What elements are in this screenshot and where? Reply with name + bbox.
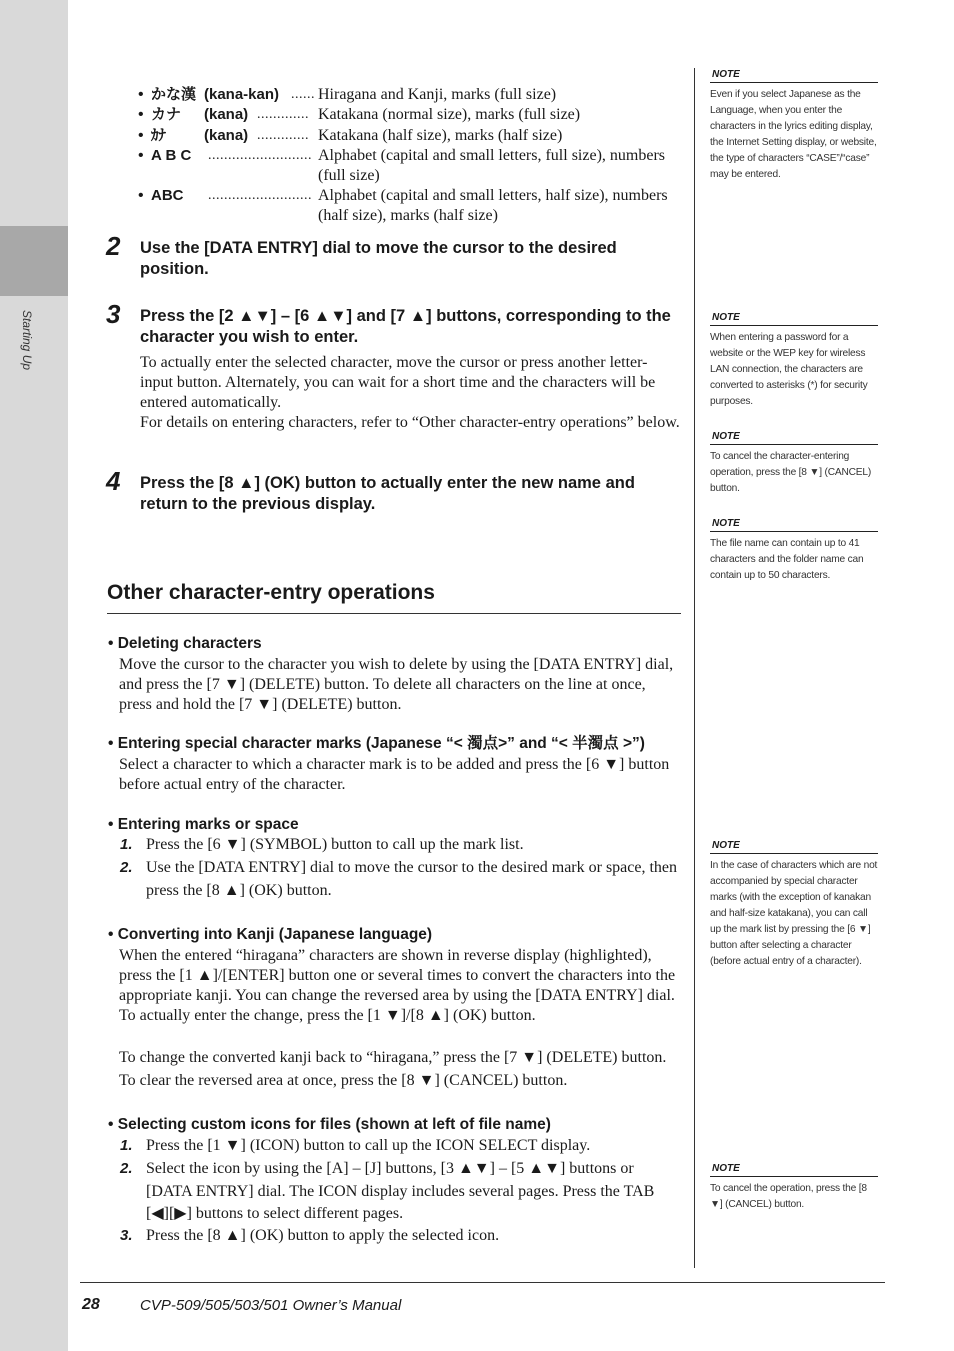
subsection-text: When the entered “hiragana” characters are shown in reverse display (highlighted), press the [1 ▲]/[ENTER] button one or several times to convert the characters into the appropriate kanji. You can change the reversed area by using the [DATA ENTRY] dial. To actually enter the change, press the [1 ▼]/[8 ▲] (OK) button. xyxy=(119,947,676,1024)
mode-description: Katakana (half size), marks (half size) xyxy=(318,127,563,144)
list-item-text: Press the [8 ▲] (OK) button to apply the selected icon. xyxy=(146,1227,500,1244)
list-item-text: Press the [1 ▼] (ICON) button to call up the ICON SELECT display. xyxy=(146,1137,591,1154)
subsection-text: To clear the reversed area at once, press the [8 ▼] (CANCEL) button. xyxy=(119,1072,568,1089)
note-box xyxy=(710,69,878,183)
mode-key: A B C xyxy=(151,147,192,164)
note-text: When entering a password for a website or the WEP key for wireless LAN connection, the characters are converted to asterisks (*) for security purposes. xyxy=(710,332,868,407)
subsection-heading: • Selecting custom icons for files (shown at left of file name) xyxy=(108,1116,551,1133)
subsection-heading: • Converting into Kanji (Japanese language) xyxy=(108,926,433,943)
section-tab xyxy=(0,226,68,296)
mode-key: ABC xyxy=(151,187,184,204)
section-divider xyxy=(107,613,681,614)
note-label: NOTE xyxy=(710,431,878,445)
step-heading: Press the [2 ▲▼] – [6 ▲▼] and [7 ▲] buttons, corresponding to the character you wish to enter. xyxy=(140,307,671,346)
step-number: 3 xyxy=(106,299,121,329)
section-title: Other character-entry operations xyxy=(107,581,435,604)
note-text: Even if you select Japanese as the Language, when you enter the characters in the lyrics editing display, the Internet Setting display, or website, the type of characters “CASE”/“case” may be entered. xyxy=(710,89,877,180)
mode-key: ｶﾅ xyxy=(151,127,167,144)
bullet: • xyxy=(138,147,144,164)
leader-dots: ............. xyxy=(257,107,309,122)
mode-description: Alphabet (capital and small letters, half size), numbers (half size), marks (half size) xyxy=(318,187,668,224)
leader-dots: ...... xyxy=(291,87,315,102)
left-sidebar xyxy=(0,0,68,1351)
section-label: Starting Up xyxy=(20,310,34,371)
bullet: • xyxy=(138,86,144,103)
mode-description: Hiragana and Kanji, marks (full size) xyxy=(318,86,557,103)
list-item-text: Press the [6 ▼] (SYMBOL) button to call up the mark list. xyxy=(146,836,524,853)
note-label: NOTE xyxy=(710,840,878,854)
note-text: In the case of characters which are not accompanied by special character marks (with the exception of kanakan and half-size katakana), you can call up the mark list by pressing the [6 ▼] button after selecting a character (before actual entry of a character). xyxy=(710,860,878,967)
step-body: To actually enter the selected character, move the cursor or press another letter-input button. Alternately, you can wait for a short time and the characters will be entered automatically. xyxy=(140,354,656,411)
list-number: 1. xyxy=(120,836,133,853)
note-box xyxy=(710,518,878,584)
subsection-text: To change the converted kanji back to “hiragana,” press the [7 ▼] (DELETE) button. xyxy=(119,1049,667,1066)
mode-key: かな漢 xyxy=(151,86,197,103)
mode-description: Katakana (normal size), marks (full size) xyxy=(318,106,581,123)
mode-code: (kana) xyxy=(204,127,249,144)
subsection-text: Move the cursor to the character you wish to delete by using the [DATA ENTRY] dial, and press the [7 ▼] (DELETE) button. To delete all characters on the line at once, press and hold the [7 ▼] (DELETE) button. xyxy=(119,656,674,713)
list-number: 1. xyxy=(120,1137,133,1154)
subsection-heading: • Deleting characters xyxy=(108,635,262,652)
leader-dots: ............. xyxy=(257,128,309,143)
note-label: NOTE xyxy=(710,1163,878,1177)
note-box xyxy=(710,1163,878,1213)
list-item-text: Select the icon by using the [A] – [J] buttons, [3 ▲▼] – [5 ▲▼] buttons or [DATA ENTRY] dial. The ICON display includes several pages. Press the TAB [◀][▶] buttons to select different pages. xyxy=(146,1160,655,1222)
bullet: • xyxy=(138,127,144,144)
list-number: 2. xyxy=(120,1160,133,1177)
leader-dots: .......................... xyxy=(208,148,312,163)
step-heading: Use the [DATA ENTRY] dial to move the cursor to the desired position. xyxy=(140,239,617,278)
note-box xyxy=(710,312,878,410)
page-number: 28 xyxy=(82,1296,100,1313)
footer-rule xyxy=(80,1282,885,1283)
list-item-text: Use the [DATA ENTRY] dial to move the cursor to the desired mark or space, then press the [8 ▲] (OK) button. xyxy=(146,859,678,899)
note-label: NOTE xyxy=(710,69,878,83)
note-text: The file name can contain up to 41 characters and the folder name can contain up to 50 characters. xyxy=(710,538,864,581)
note-label: NOTE xyxy=(710,312,878,326)
mode-description: Alphabet (capital and small letters, full size), numbers (full size) xyxy=(318,147,665,184)
note-box xyxy=(710,431,878,497)
note-text: To cancel the operation, press the [8 ▼] (CANCEL) button. xyxy=(710,1183,867,1210)
step-number: 4 xyxy=(106,466,121,496)
manual-title: CVP-509/505/503/501 Owner’s Manual xyxy=(140,1297,402,1314)
note-box xyxy=(710,840,878,970)
mode-code: (kana-kan) xyxy=(204,86,280,103)
bullet: • xyxy=(138,187,144,204)
bullet: • xyxy=(138,106,144,123)
step-body: For details on entering characters, refer to “Other character-entry operations” below. xyxy=(140,414,680,431)
column-divider xyxy=(694,68,695,1268)
list-number: 3. xyxy=(120,1227,133,1244)
subsection-text: Select a character to which a character mark is to be added and press the [6 ▼] button before actual entry of the character. xyxy=(119,756,670,793)
list-number: 2. xyxy=(120,859,133,876)
leader-dots: .......................... xyxy=(208,188,312,203)
note-text: To cancel the character-entering operation, press the [8 ▼] (CANCEL) button. xyxy=(710,451,872,494)
subsection-heading: • Entering special character marks (Japanese “< 濁点>” and “< 半濁点 >”) xyxy=(108,735,645,752)
subsection-heading: • Entering marks or space xyxy=(108,816,299,833)
note-label: NOTE xyxy=(710,518,878,532)
mode-key: カナ xyxy=(151,106,182,123)
step-heading: Press the [8 ▲] (OK) button to actually enter the new name and return to the previous display. xyxy=(140,474,635,513)
step-number: 2 xyxy=(106,231,121,261)
mode-code: (kana) xyxy=(204,106,249,123)
